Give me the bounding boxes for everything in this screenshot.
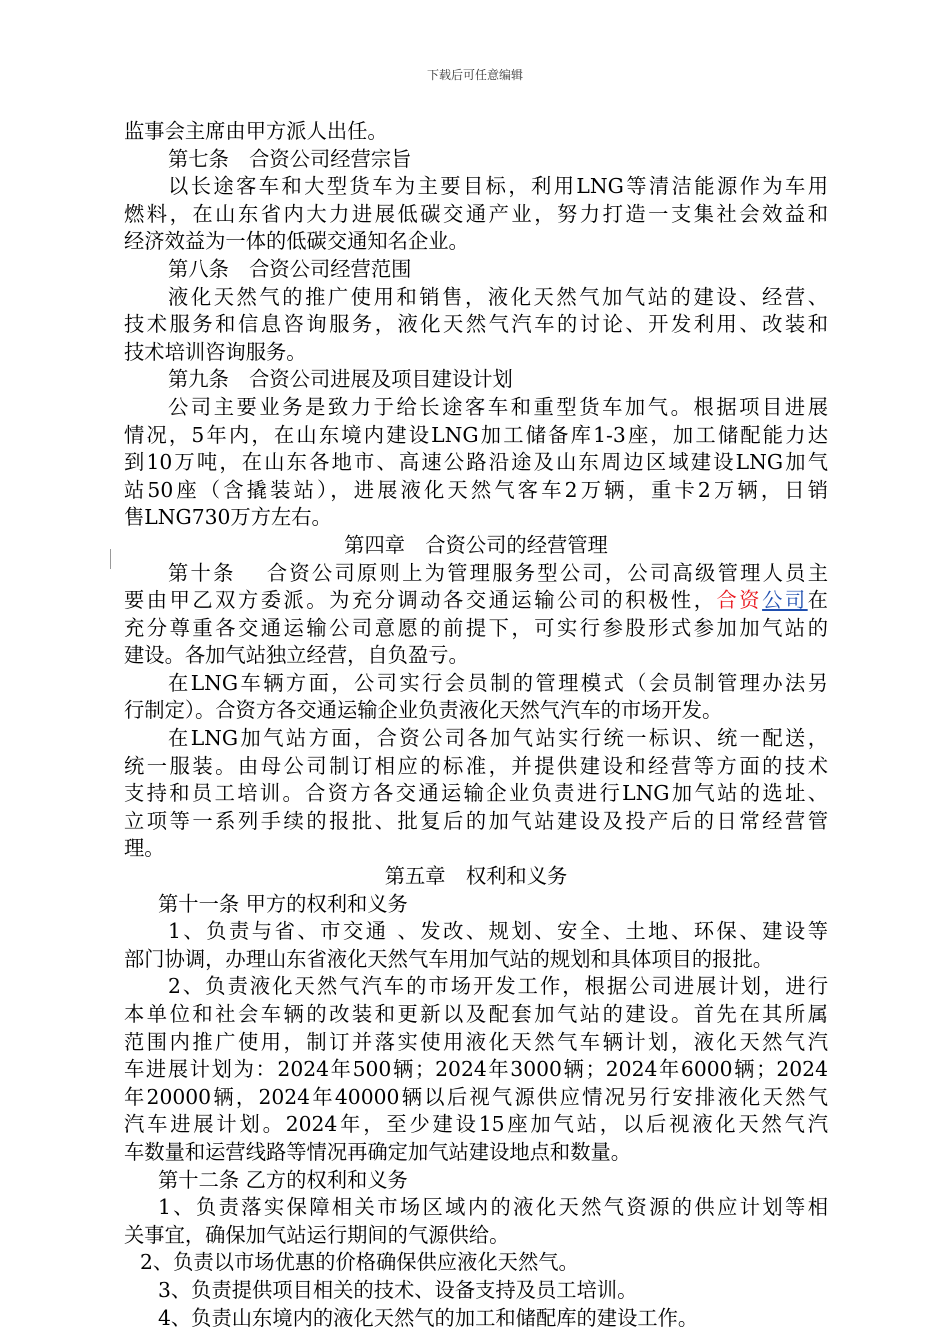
text-line-34: 范围内推广使用，制订并落实使用液化天然气车辆计划，液化天然气汽: [124, 1029, 828, 1054]
text-line-13: 到10万吨，在山东各地市、高速公路沿途及山东周边区域建设LNG加气: [124, 450, 828, 475]
text-line-36: 年20000辆，2024年40000辆以后视气源供应情况另行安排液化天然气: [124, 1084, 828, 1109]
text-line-12: 情况，5年内，在山东境内建设LNG加工储备库1-3座，加工储配能力达: [124, 422, 828, 447]
text-line-24: 统一服装。由母公司制订相应的标准，并提供建设和经营等方面的技术: [124, 753, 828, 778]
text-line-19: 充分尊重各交通运输公司意愿的前提下，可实行参股形式参加加气站的: [124, 615, 828, 640]
text-line-9: 技术培训咨询服务。: [124, 339, 307, 364]
text-line-23: 在LNG加气站方面，合资公司各加气站实行统一标识、统一配送，: [168, 726, 828, 751]
text-line-10: 第九条 合资公司进展及项目建设计划: [168, 367, 513, 392]
text-line-1: 监事会主席由甲方派人出任。: [124, 119, 388, 143]
text-line-26: 立项等一系列手续的报批、批复后的加气站建设及投产后的日常经营管: [124, 808, 828, 833]
text-line-4: 燃料，在山东省内大力进展低碳交通产业，努力打造一支集社会效益和: [124, 201, 828, 226]
text-line-14: 站50座（含撬装站），进展液化天然气客车2万辆，重卡2万辆，日销: [124, 477, 828, 502]
text-line-31: 部门协调，办理山东省液化天然气车用加气站的规划和具体项目的报批。: [124, 946, 774, 971]
page-header: 下载后可任意编辑: [426, 68, 523, 82]
text-line-11: 公司主要业务是致力于给长途客车和重型货车加气。根据项目进展: [168, 394, 828, 419]
text-line-20: 建设。各加气站独立经营，自负盈亏。: [124, 643, 469, 668]
text-line-38: 车数量和运营线路等情况再确定加气站建设地点和数量。: [124, 1139, 632, 1164]
document-body: [124, 118, 828, 1332]
text-line-27: 理。: [124, 836, 165, 861]
revision-bar: [110, 549, 111, 569]
text-line-33: 本单位和社会车辆的改装和更新以及配套加气站的建设。首先在其所属: [124, 1002, 828, 1026]
text-line-8: 技术服务和信息咨询服务，液化天然气汽车的讨论、开发利用、改装和: [124, 312, 828, 337]
text-line-22: 行制定）。合资方各交通运输企业负责液化天然气汽车的市场开发。: [124, 698, 723, 723]
text-line-29: 第十一条 甲方的权利和义务: [158, 891, 408, 916]
text-line-43: 3、负责提供项目相关的技术、设备支持及员工培训。: [158, 1277, 638, 1302]
text-line-17: 第十条 合资公司原则上为管理服务型公司，公司高级管理人员主: [168, 560, 828, 585]
text-line-7: 液化天然气的推广使用和销售，液化天然气加气站的建设、经营、: [168, 284, 828, 309]
text-line-21: 在LNG车辆方面，公司实行会员制的管理模式（会员制管理办法另: [168, 670, 828, 695]
text-line-44: 4、负责山东境内的液化天然气的加工和储配库的建设工作。: [158, 1305, 699, 1330]
text-line-39: 第十二条 乙方的权利和义务: [158, 1167, 408, 1192]
text-line-40: 1、负责落实保障相关市场区域内的液化天然气资源的供应计划等相: [158, 1195, 828, 1220]
text-line-28: 第五章 权利和义务: [384, 864, 568, 889]
highlight-link[interactable]: 公司: [762, 588, 808, 613]
text-line-3: 以长途客车和大型货车为主要目标，利用LNG等清洁能源作为车用: [168, 174, 828, 199]
text-line-2: 第七条 合资公司经营宗旨: [168, 146, 412, 171]
text-line-41: 关事宜，确保加气站运行期间的气源供给。: [124, 1222, 510, 1247]
text-line-18: 要由甲乙双方委派。为充分调动各交通运输公司的积极性，合资公司在: [124, 588, 828, 613]
text-line-37: 汽车进展计划。2024年，至少建设15座加气站，以后视液化天然气汽: [124, 1112, 828, 1137]
text-line-16: 第四章 合资公司的经营管理: [344, 532, 608, 557]
text-line-42: 2、负责以市场优惠的价格确保供应液化天然气。: [140, 1250, 579, 1275]
text-line-6: 第八条 合资公司经营范围: [168, 256, 412, 281]
text-line-5: 经济效益为一体的低碳交通知名企业。: [124, 229, 469, 254]
highlight-red: 合资: [716, 588, 763, 613]
text-line-25: 支持和员工培训。合资方各交通运输企业负责进行LNG加气站的选址、: [124, 781, 828, 806]
text-line-35: 车进展计划为：2024年500辆；2024年3000辆；2024年6000辆；2024: [124, 1057, 828, 1082]
text-line-30: 1、负责与省、市交通 、发改、规划、安全、土地、环保、建设等: [168, 919, 828, 944]
text-line-32: 2、负责液化天然气汽车的市场开发工作，根据公司进展计划，进行: [168, 974, 828, 999]
text-line-15: 售LNG730万方左右。: [124, 505, 332, 530]
